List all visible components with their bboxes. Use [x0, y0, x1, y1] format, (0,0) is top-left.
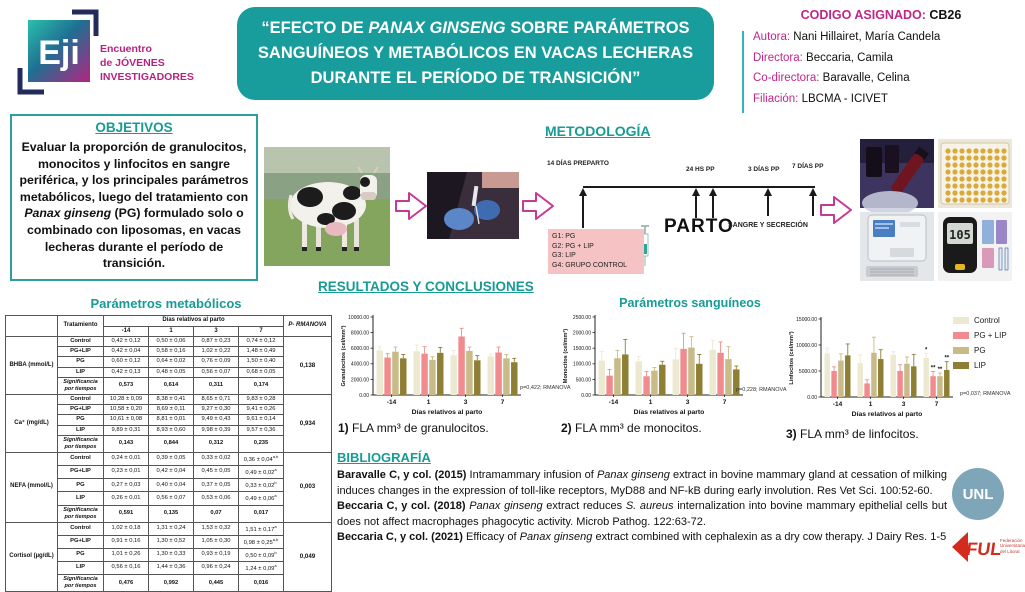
bar	[673, 359, 679, 395]
value-cell: 0,39 ± 0,05	[149, 452, 194, 465]
value-cell: 9,57 ± 0,36	[239, 425, 284, 435]
svg-text:15000.00: 15000.00	[796, 316, 817, 323]
reference-1: Baravalle C, y col. (2015) Intramammary infusion of Panax ginseng extract in bovine mammary gland at cessation of milking induces changes in the expression of toll-like receptors, MyD88 and NF-kB during early involution. Res Vet Sci. 100:52-60.	[337, 469, 948, 497]
bar	[622, 354, 628, 395]
svg-text:1: 1	[426, 399, 431, 406]
legend-label: LIP	[974, 361, 987, 370]
value-cell: 0,74 ± 0,12	[239, 337, 284, 347]
svg-text:1: 1	[868, 401, 873, 408]
blood-params-title: Parámetros sanguíneos	[619, 296, 761, 310]
bar	[400, 358, 406, 395]
value-cell: 8,38 ± 0,41	[149, 394, 194, 404]
sig-value: 0,07	[194, 505, 239, 522]
row-group-label: Cortisol (µg/dL)	[6, 522, 58, 592]
sig-value: 0,476	[104, 575, 149, 592]
bar	[643, 376, 649, 395]
value-cell: 0,48 ± 0,05	[149, 367, 194, 377]
bar-chart-monocitos	[558, 310, 784, 423]
sig-label: Significancia por tiempos	[58, 505, 104, 522]
svg-text:4000.00: 4000.00	[350, 361, 369, 368]
bar-chart-granulocitos	[336, 310, 562, 423]
svg-text:3: 3	[901, 401, 906, 408]
svg-text:10000.00: 10000.00	[796, 342, 817, 349]
bar	[636, 361, 642, 395]
bibliografia-title: BIBLIOGRAFÍA	[337, 450, 431, 465]
value-cell: 1,53 ± 0,32	[194, 522, 239, 535]
timeline-label-14dias: 14 DÍAS PREPARTO	[547, 160, 609, 167]
bar	[710, 350, 716, 395]
table-row	[6, 452, 332, 465]
pvalue-linfocitos: p=0,037; RMANOVA	[960, 391, 1011, 397]
bar	[437, 353, 443, 395]
treatment-label: PG	[58, 357, 104, 367]
legend-entry	[953, 316, 1007, 325]
sig-value: 0,614	[149, 377, 194, 394]
reference-3: Beccaria C, y col. (2021) Efficacy of Panax ginseng extract combined with cephalexin as a dry cow therapy. J Dairy Res. 1-5	[337, 531, 947, 544]
svg-text:Monocitos (cel/mm³): Monocitos (cel/mm³)	[563, 328, 569, 384]
svg-text:1: 1	[648, 399, 653, 406]
lab-photos-grid	[860, 139, 1014, 281]
svg-text:2500.00: 2500.00	[572, 314, 591, 321]
treatment-label: PG+LIP	[58, 405, 104, 415]
bar	[451, 355, 457, 395]
value-cell: 1,02 ± 0,18	[104, 522, 149, 535]
sig-value: 0,017	[239, 505, 284, 522]
bar	[924, 358, 929, 397]
sig-value: 0,235	[239, 435, 284, 452]
value-cell: 1,24 ± 0,09$^a$	[239, 561, 284, 574]
value-cell: 0,58 ± 0,16	[149, 347, 194, 357]
timeline-label-24hs: 24 HS PP	[686, 166, 715, 173]
value-cell: 0,56 ± 0,07	[194, 367, 239, 377]
svg-text:0.00: 0.00	[581, 392, 591, 399]
svg-text:*: *	[925, 347, 928, 354]
value-cell: 1,02 ± 0,22	[194, 347, 239, 357]
value-cell: $0,36 \pm 0,04^{a,b}$	[239, 452, 284, 465]
table-row	[6, 522, 332, 535]
svg-text:-14: -14	[386, 399, 397, 406]
svg-text:7: 7	[934, 401, 939, 408]
reference-2: Beccaria C, y col. (2018) Panax ginseng extract reduces S. aureus internalization into bovine mammary epithelial cells but does not affect macrophages phagocytic activity. Microb Pathog. 122:63-72.	[337, 500, 947, 528]
svg-text:2000.00: 2000.00	[572, 330, 591, 337]
treatment-label: PG+LIP	[58, 535, 104, 548]
value-cell: 0,42 ± 0,13	[104, 367, 149, 377]
treatment-label: PG	[58, 415, 104, 425]
treatment-label: LIP	[58, 561, 104, 574]
flow-arrow-icon	[394, 189, 428, 223]
ful-logo-text: Federación Universitaria del Litoral	[1000, 538, 1025, 554]
sig-value: 0,992	[149, 575, 194, 592]
value-cell: 0,42 ± 0,04	[149, 466, 194, 479]
bar	[911, 366, 916, 397]
eji-logo-text	[100, 42, 240, 85]
flow-arrow-icon	[819, 193, 853, 227]
treatment-label: PG+LIP	[58, 347, 104, 357]
glucometer-photo	[938, 212, 1012, 281]
credit-filiacion: Filiación: LBCMA - ICIVET	[753, 92, 888, 105]
value-cell: 0,50 ± 0,09$^b$	[239, 548, 284, 561]
sig-label: Significancia por tiempos	[58, 575, 104, 592]
objetivos-body: Evaluar la proporción de granulocitos, monocitos y linfocitos en sangre periférica, y los principales parámetros metabólicos, luego del tratamiento con Panax ginseng (PG) formulado solo o combinado con liposomas, en vacas lecheras durante el período de transición.	[19, 140, 249, 271]
value-cell: 8,69 ± 0,11	[149, 405, 194, 415]
col-header-day: 1	[149, 326, 194, 337]
value-cell: 1,44 ± 0,36	[149, 561, 194, 574]
treatment-label: PG	[58, 548, 104, 561]
treatment-label: PG	[58, 479, 104, 492]
bar	[651, 371, 657, 395]
value-cell: 8,81 ± 0,01	[149, 415, 194, 425]
chart-monocitos	[558, 310, 784, 428]
eji-line1: Encuentro	[100, 43, 152, 55]
timeline-label-7dias: 7 DÍAS PP	[792, 163, 824, 170]
bar	[384, 358, 390, 395]
svg-text:0.00: 0.00	[807, 394, 817, 401]
group-g3: G3: LIP	[552, 252, 576, 260]
caption-linfocitos: 3) FLA mm³ de linfocitos.	[786, 427, 919, 441]
row-group-label: NEFA (mmol/L)	[6, 452, 58, 522]
metabolic-parameters-table	[5, 315, 332, 592]
sig-value: 0,312	[194, 435, 239, 452]
svg-text:**: **	[944, 355, 950, 362]
col-header-day: -14	[104, 326, 149, 337]
svg-text:**: **	[930, 365, 936, 372]
poster-title	[237, 7, 714, 100]
bar	[930, 376, 935, 397]
sig-value: 0,135	[149, 505, 194, 522]
injection-photo	[427, 172, 519, 239]
bar	[717, 353, 723, 395]
sig-value: 0,174	[239, 377, 284, 394]
value-cell: 10,28 ± 0,09	[104, 394, 149, 404]
sig-value: 0,016	[239, 575, 284, 592]
sig-label: Significancia por tiempos	[58, 435, 104, 452]
assigned-code-label: CODIGO ASIGNADO:	[800, 8, 930, 22]
svg-text:-14: -14	[608, 399, 619, 406]
bar	[421, 354, 427, 395]
bar	[392, 352, 398, 395]
col-header-dias: Días relativos al parto	[104, 316, 284, 327]
p-value: 0,049	[284, 522, 332, 592]
legend-entry	[953, 346, 1007, 355]
value-cell: 0,53 ± 0,06	[194, 492, 239, 505]
sig-label: Significancia por tiempos	[58, 377, 104, 394]
table-corner	[6, 316, 58, 337]
value-cell: 0,49 ± 0,06$^a$	[239, 492, 284, 505]
bar	[725, 359, 731, 395]
unl-logo	[952, 468, 1004, 520]
svg-text:Días relativos al parto: Días relativos al parto	[411, 409, 483, 416]
bar	[891, 355, 896, 397]
treatment-label: Control	[58, 452, 104, 465]
credit-directora: Directora: Beccaria, Camila	[753, 51, 893, 64]
bar	[696, 364, 702, 395]
svg-text:Días relativos al parto: Días relativos al parto	[633, 409, 705, 416]
value-cell: 0,76 ± 0,09	[194, 357, 239, 367]
row-group-label: BHBA (mmol/L)	[6, 337, 58, 395]
blood-tubes-photo	[860, 139, 934, 208]
legend-label: PG	[974, 346, 986, 355]
svg-text:FUL: FUL	[965, 539, 1003, 559]
bar	[503, 358, 509, 395]
bar	[511, 362, 517, 395]
value-cell: 0,56 ± 0,16	[104, 561, 149, 574]
metabolic-table-title: Parámetros metabólicos	[90, 296, 242, 311]
treatment-label: PG+LIP	[58, 466, 104, 479]
bar	[599, 361, 605, 395]
bar	[845, 355, 850, 397]
bar	[904, 364, 909, 397]
svg-text:-14: -14	[832, 401, 843, 408]
sig-value: 0,844	[149, 435, 194, 452]
value-cell: 0,60 ± 0,12	[104, 357, 149, 367]
credits-block	[742, 31, 1020, 113]
col-header-tratamiento: Tratamiento	[58, 316, 104, 337]
flow-arrow-icon	[521, 189, 555, 223]
legend-label: Control	[974, 316, 1000, 325]
table-row	[6, 394, 332, 404]
legend-entry	[953, 361, 1007, 370]
bar	[458, 337, 464, 396]
bar	[831, 371, 836, 397]
sig-value: 0,573	[104, 377, 149, 394]
value-cell: 9,41 ± 0,26	[239, 405, 284, 415]
svg-text:500.00: 500.00	[575, 377, 591, 384]
legend-entry	[953, 331, 1007, 340]
value-cell: 1,30 ± 0,33	[149, 548, 194, 561]
svg-text:5000.00: 5000.00	[798, 368, 817, 375]
treatment-label: Control	[58, 394, 104, 404]
value-cell: 9,98 ± 0,39	[194, 425, 239, 435]
caption-monocitos: 2) FLA mm³ de monocitos.	[561, 421, 702, 435]
svg-text:**: **	[937, 367, 943, 374]
value-cell: 9,27 ± 0,30	[194, 405, 239, 415]
legend-swatch	[953, 332, 969, 339]
cow-photo	[264, 147, 390, 266]
bar	[488, 356, 494, 395]
value-cell: 10,61 ± 0,08	[104, 415, 149, 425]
svg-text:2000.00: 2000.00	[350, 377, 369, 384]
credit-codirectora: Co-directora: Baravalle, Celina	[753, 72, 910, 84]
treatment-label: Control	[58, 337, 104, 347]
microplate-photo	[938, 139, 1012, 208]
sig-value: 0,445	[194, 575, 239, 592]
treatment-label: LIP	[58, 425, 104, 435]
group-g2: G2: PG + LIP	[552, 242, 594, 250]
assigned-code-value: CB26	[929, 8, 962, 22]
value-cell: 0,96 ± 0,24	[194, 561, 239, 574]
value-cell: 0,23 ± 0,01	[104, 466, 149, 479]
treatment-label: Control	[58, 522, 104, 535]
svg-text:7: 7	[722, 399, 727, 406]
analyzer-photo	[860, 212, 934, 281]
value-cell: 1,05 ± 0,30	[194, 535, 239, 548]
bar	[838, 361, 843, 397]
bar	[871, 353, 876, 397]
svg-text:6000.00: 6000.00	[350, 346, 369, 353]
resultados-title: RESULTADOS Y CONCLUSIONES	[318, 279, 534, 294]
ful-logo	[948, 524, 1025, 570]
svg-text:Eji: Eji	[38, 34, 80, 72]
value-cell: 0,91 ± 0,16	[104, 535, 149, 548]
value-cell: 0,27 ± 0,03	[104, 479, 149, 492]
table-row	[6, 337, 332, 347]
p-value: 0,934	[284, 394, 332, 452]
value-cell: $0,98 \pm 0,25^{a,b}$	[239, 535, 284, 548]
bar	[606, 376, 612, 395]
chart-granulocitos	[336, 310, 562, 428]
value-cell: 0,33 ± 0,02$^b$	[239, 479, 284, 492]
bar	[429, 360, 435, 395]
svg-text:Granulocitos (cel/mm³): Granulocitos (cel/mm³)	[341, 325, 347, 387]
value-cell: 9,61 ± 0,14	[239, 415, 284, 425]
bar	[659, 365, 665, 395]
bar	[897, 371, 902, 397]
timeline-label-3dias: 3 DÍAS PP	[748, 166, 780, 173]
value-cell: 1,50 ± 0,40	[239, 357, 284, 367]
sig-value: 0,311	[194, 377, 239, 394]
bar	[944, 370, 949, 397]
col-header-day: 7	[239, 326, 284, 337]
value-cell: 0,93 ± 0,19	[194, 548, 239, 561]
objetivos-box	[10, 114, 258, 281]
bar	[864, 383, 869, 397]
value-cell: 0,45 ± 0,05	[194, 466, 239, 479]
bar	[614, 358, 620, 395]
pvalue-granulocitos: p=0,422; RMANOVA	[520, 385, 571, 391]
bar	[825, 353, 830, 397]
col-header-day: 3	[194, 326, 239, 337]
bar	[688, 348, 694, 395]
bar	[680, 349, 686, 395]
sangre-secrecion-label: SANGRE Y SECRECIÓN	[728, 222, 808, 229]
objetivos-title: OBJETIVOS	[95, 120, 173, 135]
group-g1: G1: PG	[552, 233, 576, 240]
row-group-label: Ca⁺ (mg/dL)	[6, 394, 58, 452]
bar	[878, 359, 883, 397]
value-cell: 1,30 ± 0,52	[149, 535, 194, 548]
value-cell: 0,26 ± 0,01	[104, 492, 149, 505]
poster-title-text: “EFECTO DE PANAX GINSENG SOBRE PARÁMETROS SANGUÍNEOS Y METABÓLICOS EN VACAS LECHERAS DURANTE EL PERÍODO DE TRANSICIÓN”	[257, 19, 694, 87]
value-cell: 10,58 ± 0,20	[104, 405, 149, 415]
bar	[858, 363, 863, 397]
eji-line2: de JÓVENES	[100, 57, 165, 70]
value-cell: 1,48 ± 0,49	[239, 347, 284, 357]
bar	[937, 376, 942, 397]
group-g4: G4: GRUPO CONTROL	[552, 261, 628, 269]
value-cell: 9,89 ± 0,31	[104, 425, 149, 435]
eji-line3: INVESTIGADORES	[100, 71, 194, 84]
svg-text:1500.00: 1500.00	[572, 346, 591, 353]
value-cell: 0,87 ± 0,23	[194, 337, 239, 347]
value-cell: 1,31 ± 0,24	[149, 522, 194, 535]
svg-text:3: 3	[685, 399, 690, 406]
svg-text:Días relativos al parto: Días relativos al parto	[851, 411, 923, 418]
col-header-p: P- RMANOVA	[284, 316, 332, 337]
glucometer-value: 105	[949, 228, 971, 242]
p-value: 0,003	[284, 452, 332, 522]
value-cell: 0,42 ± 0,04	[104, 347, 149, 357]
svg-text:8000.00: 8000.00	[350, 330, 369, 337]
value-cell: 0,50 ± 0,06	[149, 337, 194, 347]
legend-swatch	[953, 317, 969, 324]
metodologia-title: METODOLOGÍA	[545, 123, 651, 139]
chart-legend	[953, 316, 1007, 376]
bar-chart-linfocitos	[784, 312, 966, 425]
value-cell: 0,64 ± 0,02	[149, 357, 194, 367]
value-cell: 0,40 ± 0,04	[149, 479, 194, 492]
bar	[414, 351, 420, 395]
bibliografia-refs	[337, 468, 947, 546]
value-cell: 8,93 ± 0,60	[149, 425, 194, 435]
legend-label: PG + LIP	[974, 331, 1007, 340]
unl-logo-text: UNL	[962, 485, 994, 503]
value-cell: 0,42 ± 0,12	[104, 337, 149, 347]
value-cell: 0,56 ± 0,07	[149, 492, 194, 505]
caption-granulocitos: 1) FLA mm³ de granulocitos.	[338, 421, 489, 435]
bar	[474, 360, 480, 395]
value-cell: 1,51 ± 0,17$^a$	[239, 522, 284, 535]
legend-swatch	[953, 347, 969, 354]
parto-label: PARTO	[664, 216, 734, 237]
value-cell: 1,01 ± 0,26	[104, 548, 149, 561]
svg-text:10000.00: 10000.00	[348, 314, 369, 321]
treatment-groups-box	[548, 229, 644, 274]
svg-text:1000.00: 1000.00	[572, 361, 591, 368]
assigned-code	[745, 8, 1017, 22]
svg-text:Linfocitos (cel/mm³): Linfocitos (cel/mm³)	[789, 331, 795, 385]
svg-text:3: 3	[463, 399, 468, 406]
value-cell: 0,33 ± 0,02	[194, 452, 239, 465]
svg-text:0.00: 0.00	[359, 392, 369, 399]
value-cell: 8,65 ± 0,71	[194, 394, 239, 404]
treatment-label: LIP	[58, 367, 104, 377]
p-value: 0,138	[284, 337, 332, 395]
value-cell: 0,68 ± 0,05	[239, 367, 284, 377]
pvalue-monocitos: p=0,228; RMANOVA	[736, 387, 787, 393]
value-cell: 9,83 ± 0,28	[239, 394, 284, 404]
bar	[466, 351, 472, 395]
value-cell: 9,49 ± 0,43	[194, 415, 239, 425]
treatment-label: LIP	[58, 492, 104, 505]
value-cell: 0,37 ± 0,05	[194, 479, 239, 492]
svg-text:7: 7	[500, 399, 505, 406]
credit-autora: Autora: Nani Hillairet, María Candela	[753, 31, 941, 43]
bar	[495, 352, 501, 395]
value-cell: 0,24 ± 0,01	[104, 452, 149, 465]
chart-linfocitos	[784, 312, 966, 430]
bar	[377, 351, 383, 395]
sig-value: 0,591	[104, 505, 149, 522]
sig-value: 0,143	[104, 435, 149, 452]
value-cell: 0,49 ± 0,02$^a$	[239, 466, 284, 479]
legend-swatch	[953, 362, 969, 369]
eji-logo-icon	[14, 6, 104, 98]
